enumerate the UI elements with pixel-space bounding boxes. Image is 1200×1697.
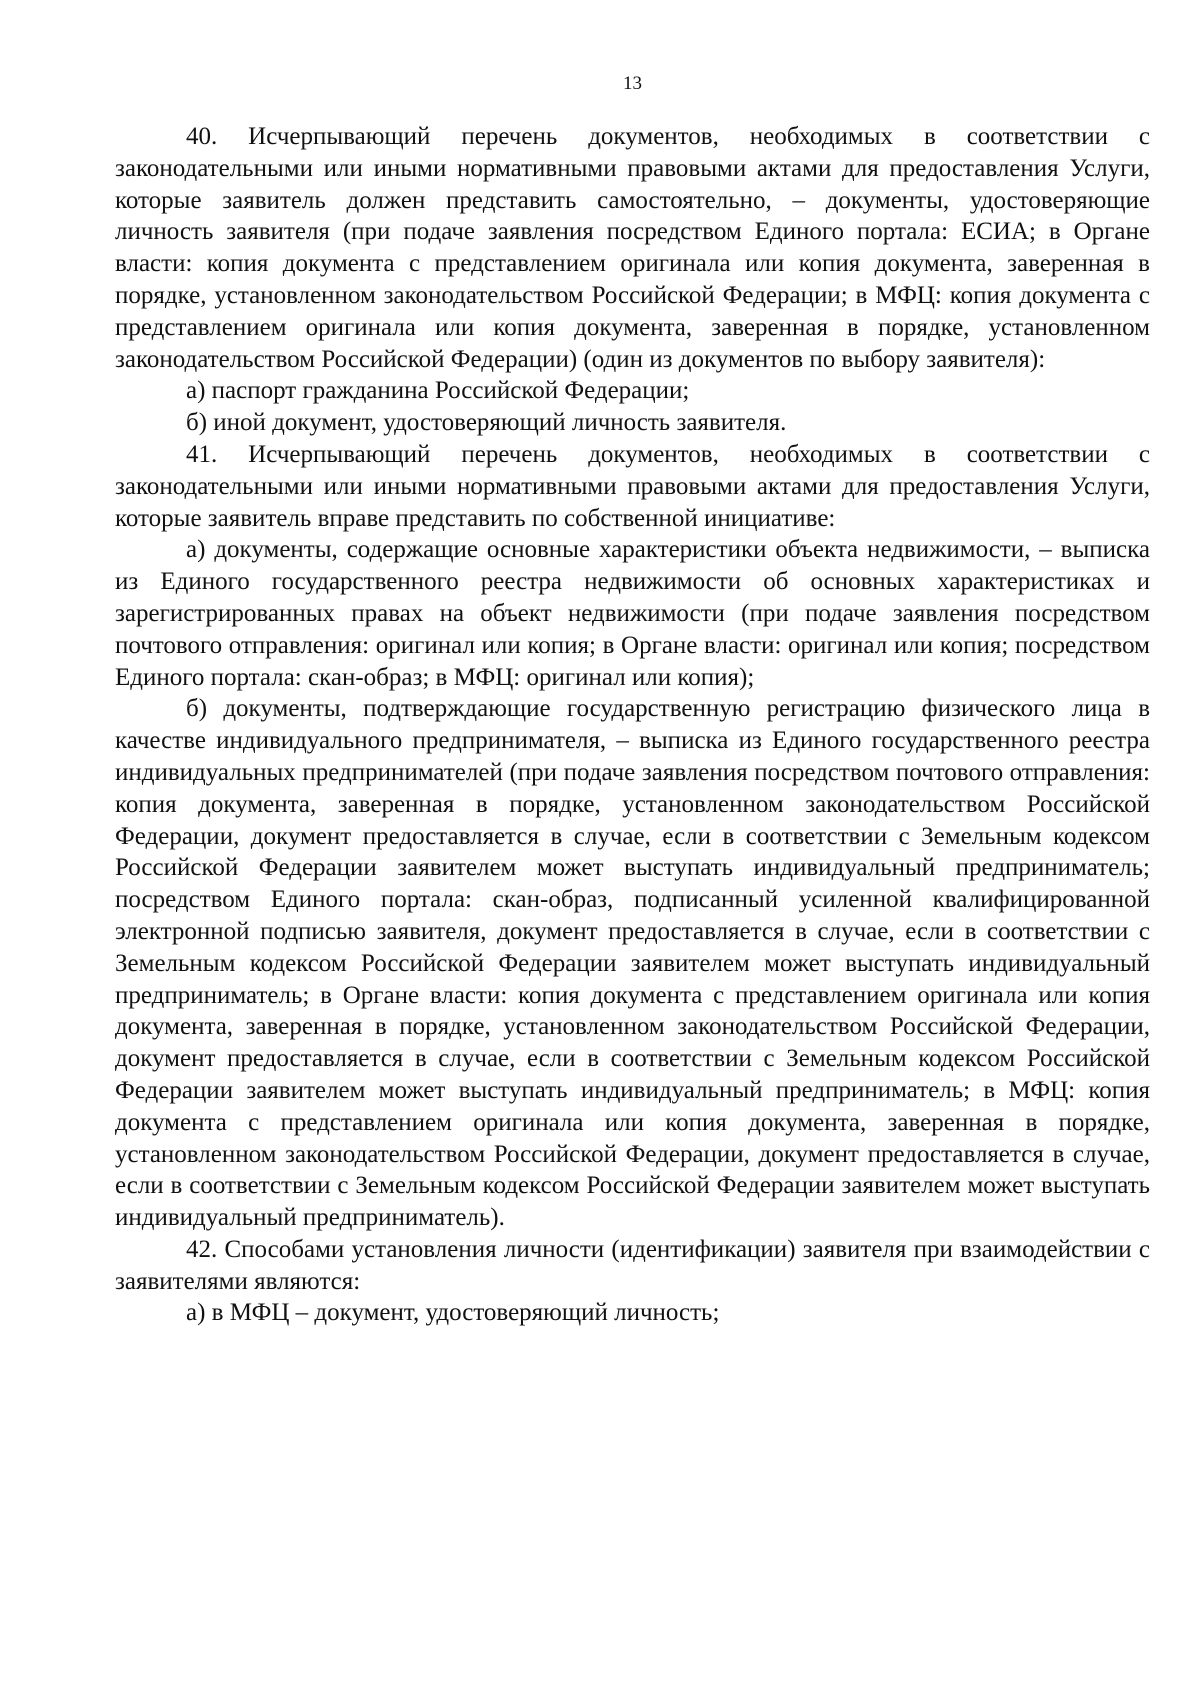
document-body [115, 121, 1150, 1329]
paragraph-42-item-a: а) в МФЦ – документ, удостоверяющий личность; [186, 1299, 720, 1327]
paragraph-42: 42. Способами установления личности (идентификации) заявителя при взаимодействии с заявителями являются: [115, 1235, 1150, 1295]
paragraph-40-item-a: а) паспорт гражданина Российской Федерации; [186, 377, 690, 405]
paragraph-40-item-b: б) иной документ, удостоверяющий личность заявителя. [186, 409, 787, 437]
paragraph-40: 40. Исчерпывающий перечень документов, необходимых в соответствии с законодательными или иными нормативными правовыми актами для предоставления Услуги, которые заявитель должен представить самостоятельно, – документы, удостоверяющие личность заявителя (при подаче заявления посредством Единого портала: ЕСИА; в Органе власти: копия документа с представлением оригинала или копия документа, заверенная в порядке, установленном законодательством Российской Федерации; в МФЦ: копия документа с представлением оригинала или копия документа, заверенная в порядке, установленном законодательством Российской Федерации) (один из документов по выбору заявителя): [115, 123, 1150, 373]
paragraph-41-item-a: а) документы, содержащие основные характеристики объекта недвижимости, – выписка из Единого государственного реестра недвижимости об основных характеристиках и зарегистрированных правах на объект недвижимости (при подаче заявления посредством почтового отправления: оригинал или копия; в Органе власти: оригинал или копия; посредством Единого портала: скан-образ; в МФЦ: оригинал или копия); [115, 536, 1150, 691]
paragraph-41: 41. Исчерпывающий перечень документов, необходимых в соответствии с законодательными или иными нормативными правовыми актами для предоставления Услуги, которые заявитель вправе представить по собственной инициативе: [115, 440, 1150, 532]
page-number: 13 [623, 73, 642, 94]
paragraph-41-item-b: б) документы, подтверждающие государственную регистрацию физического лица в качестве индивидуального предпринимателя, – выписка из Единого государственного реестра индивидуальных предпринимателей (при подаче заявления посредством почтового отправления: копия документа, заверенная в порядке, установленном законодательством Российской Федерации, документ предоставляется в случае, если в соответствии с Земельным кодексом Российской Федерации заявителем может выступать индивидуальный предприниматель; посредством Единого портала: скан-образ, подписанный усиленной квалифицированной электронной подписью заявителя, документ предоставляется в случае, если в соответствии с Земельным кодексом Российской Федерации заявителем может выступать индивидуальный предприниматель; в Органе власти: копия документа с представлением оригинала или копия документа, заверенная в порядке, установленном законодательством Российской Федерации, документ предоставляется в случае, если в соответствии с Земельным кодексом Российской Федерации заявителем может выступать индивидуальный предприниматель; в МФЦ: копия документа с представлением оригинала или копия документа, заверенная в порядке, установленном законодательством Российской Федерации, документ предоставляется в случае, если в соответствии с Земельным кодексом Российской Федерации заявителем может выступать индивидуальный предприниматель). [115, 695, 1150, 1232]
